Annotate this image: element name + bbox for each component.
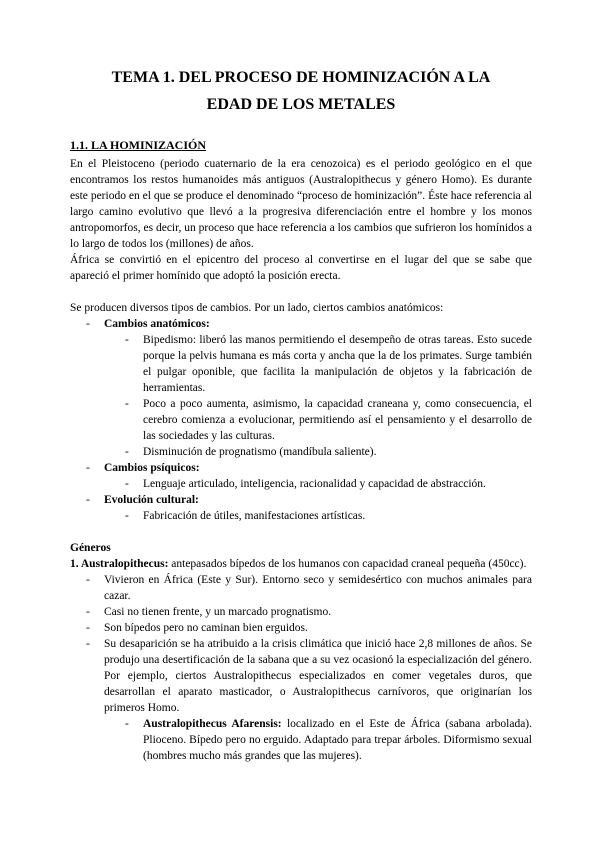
section-heading-hominizacion: 1.1. LA HOMINIZACIÓN [70, 138, 207, 153]
genus-description: antepasados bípedos de los humanos con capacidad craneal pequeña (450cc). [171, 558, 527, 571]
dash-bullet: - [125, 718, 129, 731]
genus-australopithecus-intro [70, 556, 532, 572]
paragraph-pleistoceno: En el Pleistoceno (periodo cuaternario de la era cenozoica) es el periodo geológico en el que encontramos los restos humanoides más antiguos (Australopithecus y género Homo). Es durante este periodo en el que se produce el denominado “proceso de hominización”. Éste hace referencia al largo camino evolutivo que llevó a la progresiva diferenciación entre el hombre y los monos antropomorfos, es decir, un proceso que hace referencia a los cambios que sufrieron los homínidos a lo largo de todos los (millones) de años. [70, 158, 532, 251]
list-item-text: Son bípedos pero no caminan bien erguidos. [104, 622, 308, 635]
dash-bullet: - [86, 318, 90, 331]
list-item-lenguaje [70, 476, 532, 492]
list-item-text: Su desaparición se ha atribuido a la crisis climática que inició hace 2,8 millones de años. Se produjo una desertificación de la sabana que a su vez ocasionó la especialización del género. Por ejemplo, ciertos Australopithecus especializados en comer vegetales duros, que desarrollan el aparato masticador, o Australopithecus carnívoros, que originarían los primeros Homo. [104, 638, 532, 715]
list-item-text: Casi no tienen frente, y un marcado prognatismo. [104, 606, 332, 619]
list-item-bipedos-erguidos [70, 620, 532, 636]
list-item-prognatismo [70, 444, 532, 460]
document-title-line-2: EDAD DE LOS METALES [206, 96, 396, 114]
dash-bullet: - [86, 574, 90, 587]
paragraph-cambios-intro: Se producen diversos tipos de cambios. Por un lado, ciertos cambios anatómicos: [70, 302, 444, 315]
subspecies-description: localizado en el Este de África (sabana arbolada). Plioceno. Bípedo pero no erguido. Adaptado para trepar árboles. Diformismo sexual (hombres mucho más grandes que las mujeres). [143, 718, 533, 763]
list-item-text: Poco a poco aumenta, asimismo, la capacidad craneana y, como consecuencia, el cerebro comienza a evolucionar, permitiendo así el pensamiento y el desarrollo de las sociedades y las culturas. [143, 398, 532, 443]
list-item-text: Fabricación de útiles, manifestaciones artísticas. [143, 510, 366, 523]
list-item-cambios-anatomicos [70, 316, 532, 332]
list-item-fabricacion-utiles [70, 508, 532, 524]
dash-bullet: - [86, 622, 90, 635]
list-item-text: Disminución de prognatismo (mandíbula saliente). [143, 446, 377, 459]
list-item-frente-prognatismo [70, 604, 532, 620]
dash-bullet: - [86, 606, 90, 619]
list-item-text [143, 716, 532, 764]
document-title-line-1: TEMA 1. DEL PROCESO DE HOMINIZACIÓN A LA [111, 69, 491, 86]
heading-generos: Géneros [70, 542, 111, 555]
list-item-evolucion-cultural [70, 492, 532, 508]
subspecies-name: Australopithecus Afarensis: [143, 718, 282, 731]
list-item-cambios-psiquicos [70, 460, 532, 476]
list-item-label: Cambios psíquicos: [104, 462, 200, 475]
dash-bullet: - [125, 510, 129, 523]
dash-bullet: - [86, 462, 90, 475]
list-item-afarensis [70, 716, 532, 764]
list-item-bipedismo [70, 332, 532, 396]
dash-bullet: - [125, 478, 129, 491]
dash-bullet: - [125, 398, 129, 411]
changes-list [70, 316, 532, 524]
paragraph-africa: África se convirtió en el epicentro del proceso al convertirse en el lugar del que se sabe que apareció el primer homínido que adoptó la posición erecta. [70, 254, 532, 283]
list-item-vivieron-africa [70, 572, 532, 604]
document-title [70, 64, 532, 118]
list-item-desaparicion [70, 636, 532, 716]
list-item-label: Evolución cultural: [104, 494, 199, 507]
genus-name: 1. Australopithecus: [70, 558, 169, 571]
dash-bullet: - [125, 334, 129, 347]
list-item-text: Vivieron en África (Este y Sur). Entorno seco y semidesértico con muchos animales para cazar. [104, 574, 532, 603]
australopithecus-traits-list [70, 572, 532, 764]
dash-bullet: - [125, 446, 129, 459]
list-item-text: Lenguaje articulado, inteligencia, racionalidad y capacidad de abstracción. [143, 478, 486, 491]
dash-bullet: - [86, 638, 90, 651]
list-item-text: Bipedismo: liberó las manos permitiendo el desempeño de otras tareas. Esto sucede porque la pelvis humana es más corta y ancha que la de los primates. Surge también el pulgar oponible, que facilita la manipulación de objetos y la fabricación de herramientas. [143, 334, 532, 395]
list-item-capacidad-craneana [70, 396, 532, 444]
list-item-label: Cambios anatómicos: [104, 318, 210, 331]
dash-bullet: - [86, 494, 90, 507]
